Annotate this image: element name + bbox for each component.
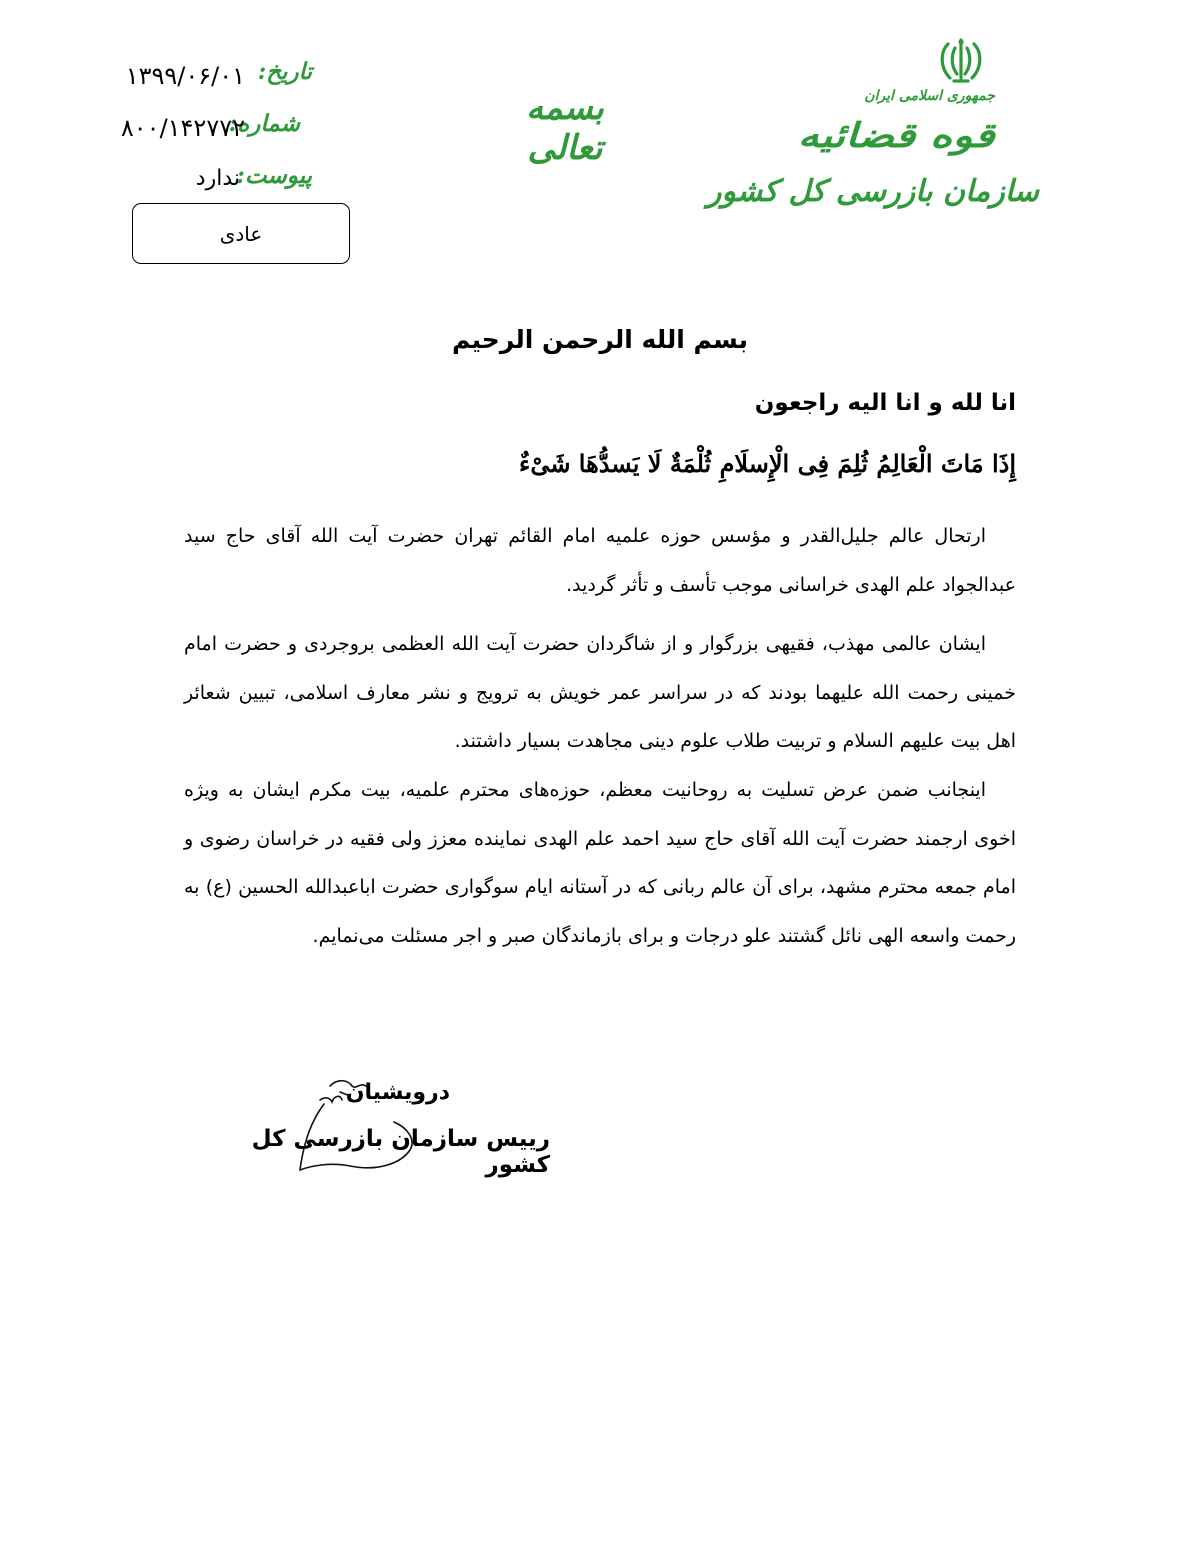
body-paragraph: اینجانب ضمن عرض تسلیت به روحانیت معظم، حوزه‌های محترم علمیه، بیت مکرم ایشان به ویژه اخوی ارجمند حضرت آیت الله آقای حاج سید احمد علم الهدی نماینده معزز ولی فقیه در خراسان رضوی و امام جمعه محترم مشهد، برای آن عالم ربانی که در آستانه ایام سوگواری حضرت اباعبدالله الحسین (ع) به رحمت واسعه الهی نائل گشتند علو درجات و برای بازماندگان صبر و اجر مسئلت می‌نمایم. [184, 779, 1016, 947]
number-label: شماره: [228, 110, 300, 137]
organization-logo [707, 38, 1053, 228]
body-paragraph: ارتحال عالم جلیل‌القدر و مؤسس حوزه علمیه امام القائم تهران حضرت آیت الله آقای حاج سید عبدالجواد علم الهدی خراسانی موجب تأسف و تأثر گردید. [184, 525, 1016, 596]
org-line-inspection: سازمان بازرسی کل کشور [707, 174, 1039, 209]
classification-badge: عادی [132, 203, 350, 264]
hadith-quote: إِذَا مَاتَ الْعَالِمُ ثُلِمَ فِی الْإِسلَامِ ثُلْمَةٌ لَا یَسدُّهَا شَیْءٌ [519, 449, 1016, 478]
date-value: ۱۳۹۹/۰۶/۰۱ [125, 62, 245, 90]
invocation-heading: بسمه تعالی [526, 88, 604, 168]
date-label: تاریخ: [257, 58, 312, 85]
signatory-title: رییس سازمان بازرسی کل کشور [251, 1126, 550, 1178]
letter-number-value: ۸۰۰/۱۴۲۷۷۲ [120, 114, 245, 142]
attachment-label: پیوست: [236, 162, 312, 189]
bismillah-heading: بسم الله الرحمن الرحیم [452, 325, 748, 354]
body-paragraph: ایشان عالمی مهذب، فقیهی بزرگوار و از شاگردان حضرت آیت الله العظمی بروجردی و حضرت امام خمینی رحمت الله علیهما بودند که در سراسر عمر خویش به ترویج و نشر معارف اسلامی، تبیین شعائر اهل بیت علیهم السلام و تربیت طلاب علوم دینی مجاهدت بسیار داشتند. [184, 633, 1016, 752]
signatory-name: درویشیان [345, 1080, 450, 1105]
condolence-phrase: انا لله و انا الیه راجعون [754, 390, 1016, 416]
attachment-value: ندارد [195, 166, 240, 191]
org-line-country: جمهوری اسلامی ایران [864, 88, 995, 104]
org-line-judiciary: قوه قضائیه [798, 116, 995, 156]
handwritten-signature [290, 1070, 440, 1180]
iran-emblem-icon [936, 38, 986, 84]
